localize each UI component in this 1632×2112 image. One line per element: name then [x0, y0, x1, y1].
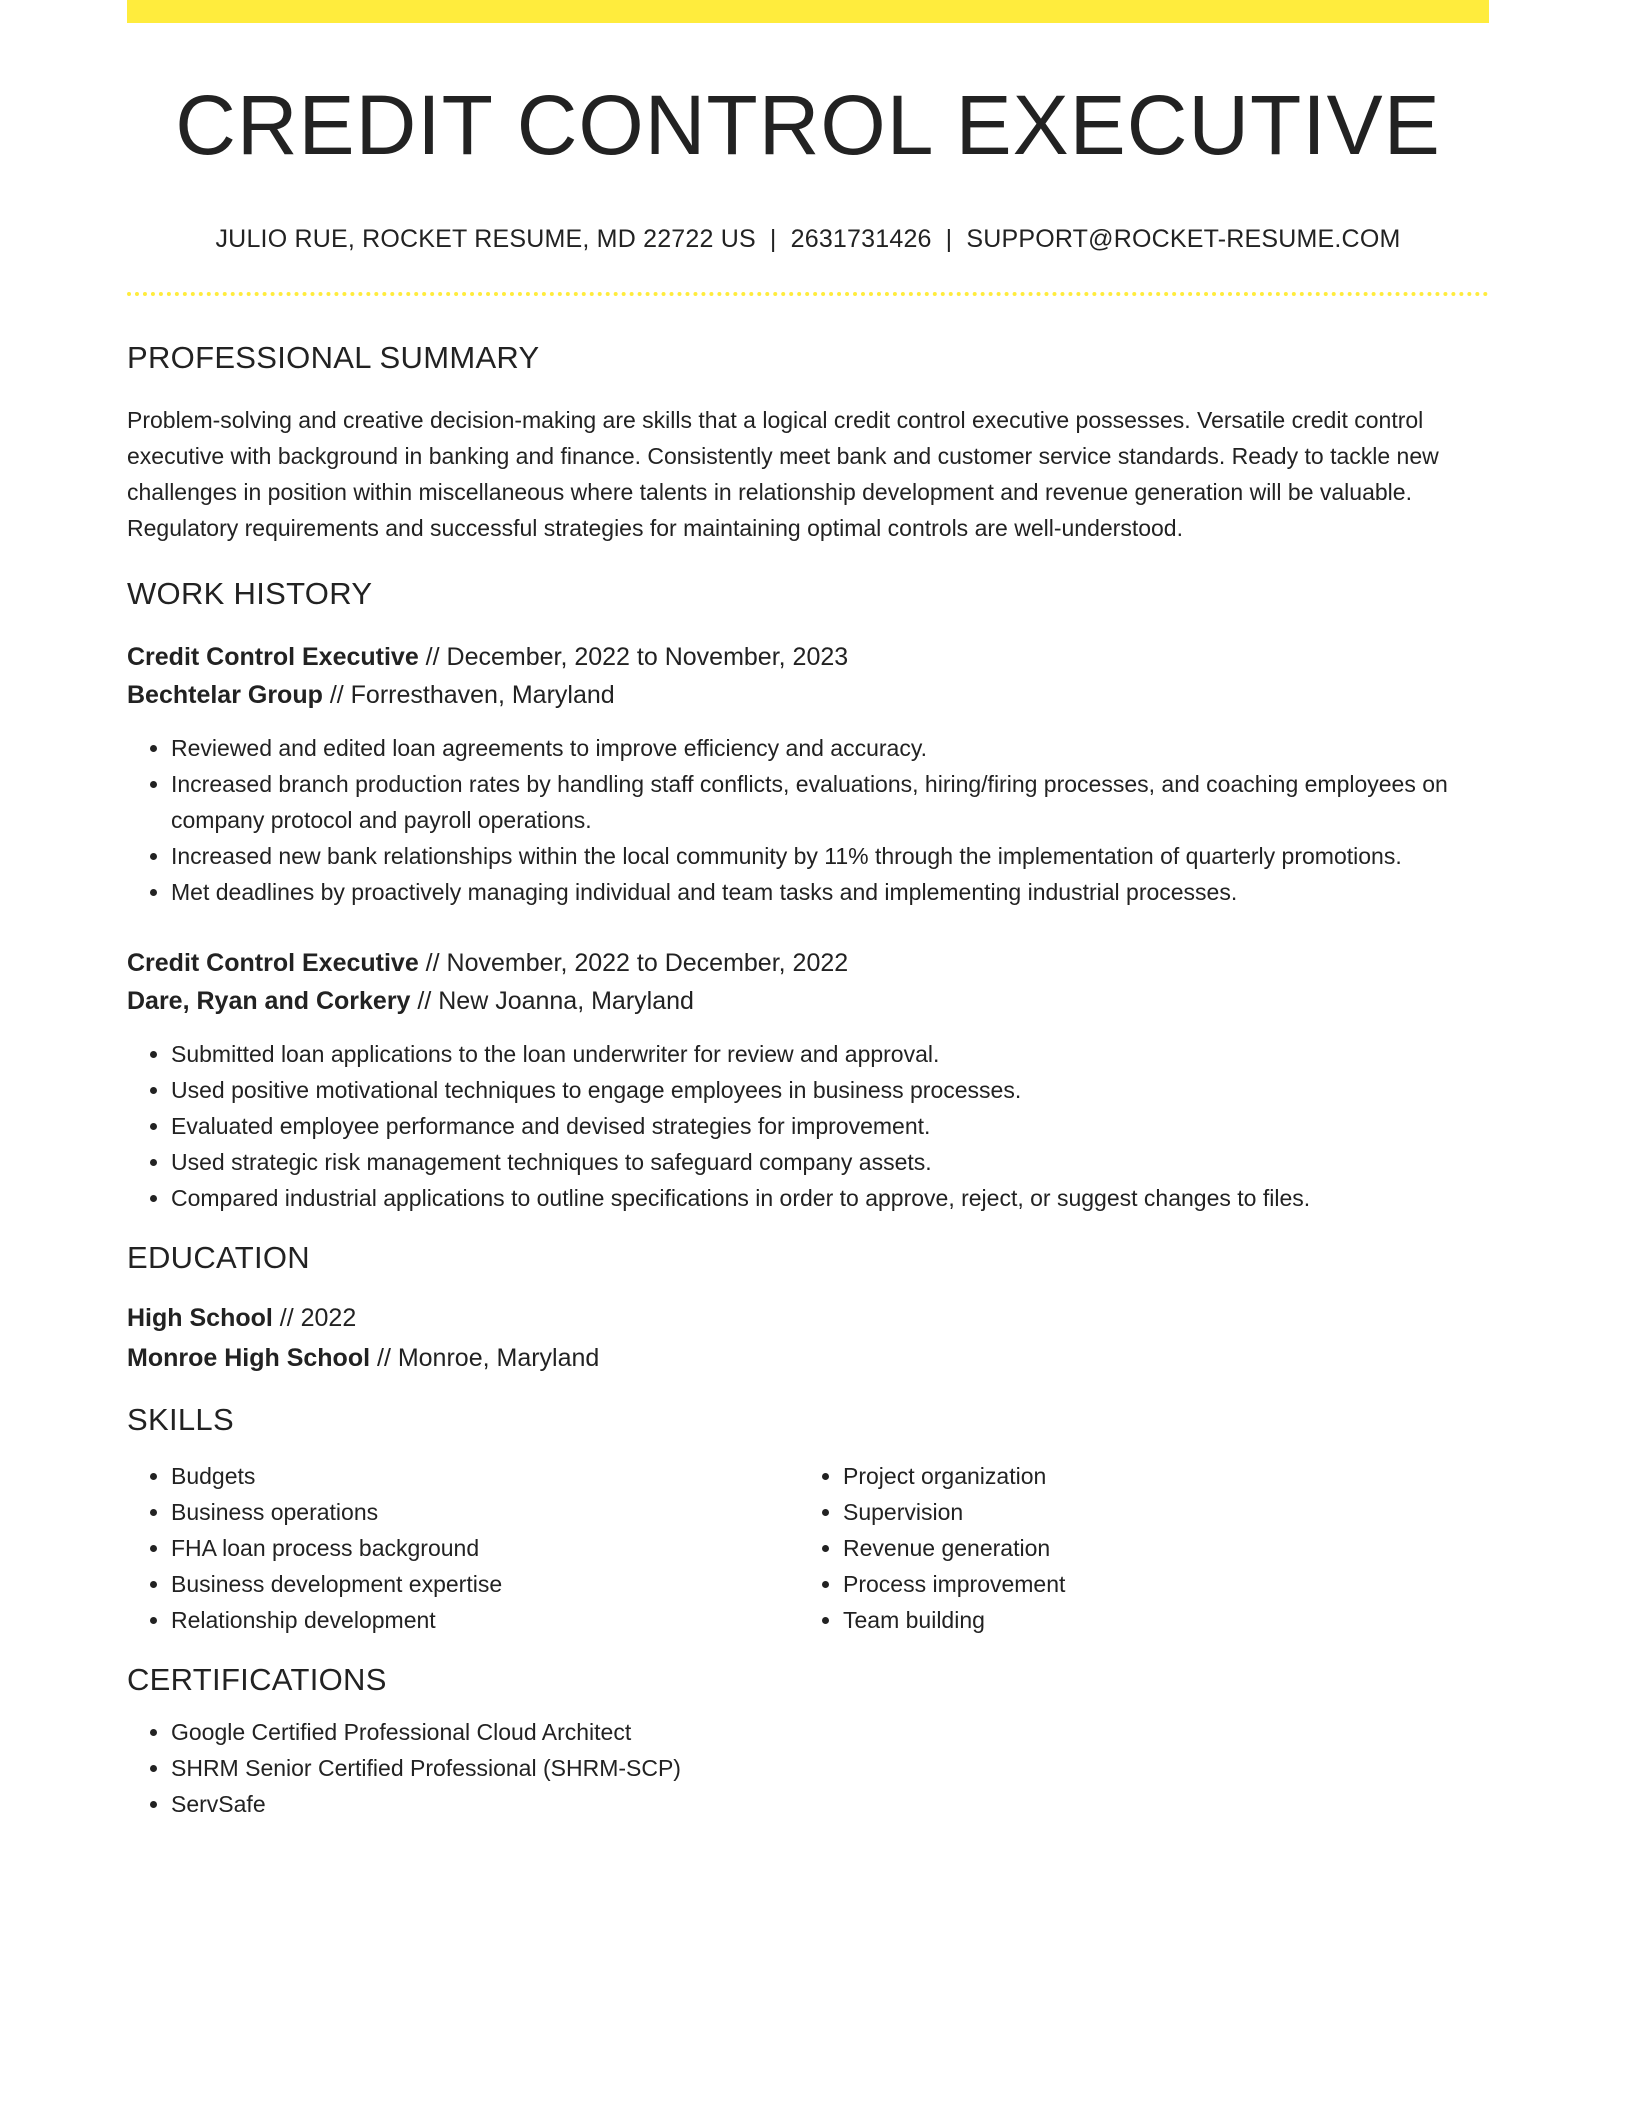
job-company-line: [127, 982, 1489, 1020]
job-title: Credit Control Executive: [127, 643, 419, 672]
certifications-list: [127, 1714, 1489, 1822]
job-company: Bechtelar Group: [127, 681, 323, 710]
education-location: // Monroe, Maryland: [370, 1344, 600, 1373]
skills-list: [799, 1458, 1471, 1638]
skills-column-right: [799, 1458, 1471, 1638]
contact-line: [127, 225, 1489, 254]
resume-title: CREDIT CONTROL EXECUTIVE: [175, 78, 1441, 172]
skill-item: • Relationship development: [171, 1602, 799, 1638]
skill-item: • Supervision: [843, 1494, 1471, 1530]
skills-list: [127, 1458, 799, 1638]
job-bullets: [127, 1036, 1489, 1216]
summary-heading: PROFESSIONAL SUMMARY: [127, 340, 540, 376]
job-dates: // December, 2022 to November, 2023: [418, 643, 849, 672]
accent-top-bar: [127, 0, 1489, 23]
skill-item: • Team building: [843, 1602, 1471, 1638]
job-dates: // November, 2022 to December, 2022: [418, 949, 849, 978]
certification-item: • SHRM Senior Certified Professional (SHRM-SCP): [171, 1750, 1489, 1786]
contact-phone: 2631731426: [790, 225, 932, 254]
job-location: // New Joanna, Maryland: [410, 987, 694, 1016]
education-heading: EDUCATION: [127, 1240, 310, 1276]
education-year: // 2022: [272, 1304, 357, 1333]
job-entry: [127, 638, 1489, 910]
job-bullet: • Submitted loan applications to the loan underwriter for review and approval.: [171, 1036, 1489, 1072]
certification-item: • Google Certified Professional Cloud Architect: [171, 1714, 1489, 1750]
job-company-line: [127, 676, 1489, 714]
contact-email: SUPPORT@ROCKET-RESUME.COM: [966, 225, 1401, 254]
skills-columns: [127, 1458, 1489, 1638]
summary-text: Problem-solving and creative decision-making are skills that a logical credit control executive possesses. Versatile credit control executive with background in banking and finance. Consistently meet bank and customer service standards. Ready to tackle new challenges in position within miscellaneous where talents in relationship development and revenue generation will be valuable. Regulatory requirements and successful strategies for maintaining optimal controls are well-understood.: [127, 407, 1439, 542]
dotted-divider: [127, 292, 1489, 296]
job-company: Dare, Ryan and Corkery: [127, 987, 411, 1016]
skill-item: • Business development expertise: [171, 1566, 799, 1602]
job-bullet: • Compared industrial applications to outline specifications in order to approve, reject, or suggest changes to files.: [171, 1180, 1489, 1216]
skill-item: • Project organization: [843, 1458, 1471, 1494]
skill-item: • Process improvement: [843, 1566, 1471, 1602]
education-school: Monroe High School: [127, 1344, 371, 1373]
contact-separator: |: [769, 225, 777, 254]
certifications-heading: CERTIFICATIONS: [127, 1662, 387, 1698]
skills-column-left: [127, 1458, 799, 1638]
skill-item: • Business operations: [171, 1494, 799, 1530]
job-location: // Forresthaven, Maryland: [322, 681, 615, 710]
work-history-heading: WORK HISTORY: [127, 576, 373, 612]
job-bullet: • Used strategic risk management techniques to safeguard company assets.: [171, 1144, 1489, 1180]
job-bullet: • Reviewed and edited loan agreements to improve efficiency and accuracy.: [171, 730, 1489, 766]
job-bullet: • Increased branch production rates by handling staff conflicts, evaluations, hiring/firing processes, and coaching employees on company protocol and payroll operations.: [171, 766, 1489, 838]
education-degree-line: [127, 1298, 1489, 1338]
skill-item: • Budgets: [171, 1458, 799, 1494]
skill-item: • Revenue generation: [843, 1530, 1471, 1566]
job-bullet: • Increased new bank relationships within the local community by 11% through the implementation of quarterly promotions.: [171, 838, 1489, 874]
job-bullet: • Met deadlines by proactively managing individual and team tasks and implementing industrial processes.: [171, 874, 1489, 910]
job-bullets: [127, 730, 1489, 910]
job-entry: [127, 944, 1489, 1216]
job-bullet: • Evaluated employee performance and devised strategies for improvement.: [171, 1108, 1489, 1144]
contact-separator: |: [945, 225, 953, 254]
job-title-line: [127, 944, 1489, 982]
education-entry: [127, 1298, 1489, 1378]
certification-item: • ServSafe: [171, 1786, 1489, 1822]
job-bullet: • Used positive motivational techniques to engage employees in business processes.: [171, 1072, 1489, 1108]
job-title: Credit Control Executive: [127, 949, 419, 978]
resume-page: [127, 0, 1489, 1822]
education-school-line: [127, 1338, 1489, 1378]
job-title-line: [127, 638, 1489, 676]
skill-item: • FHA loan process background: [171, 1530, 799, 1566]
skills-heading: SKILLS: [127, 1402, 234, 1438]
education-degree: High School: [127, 1304, 273, 1333]
contact-address: JULIO RUE, ROCKET RESUME, MD 22722 US: [215, 225, 756, 254]
